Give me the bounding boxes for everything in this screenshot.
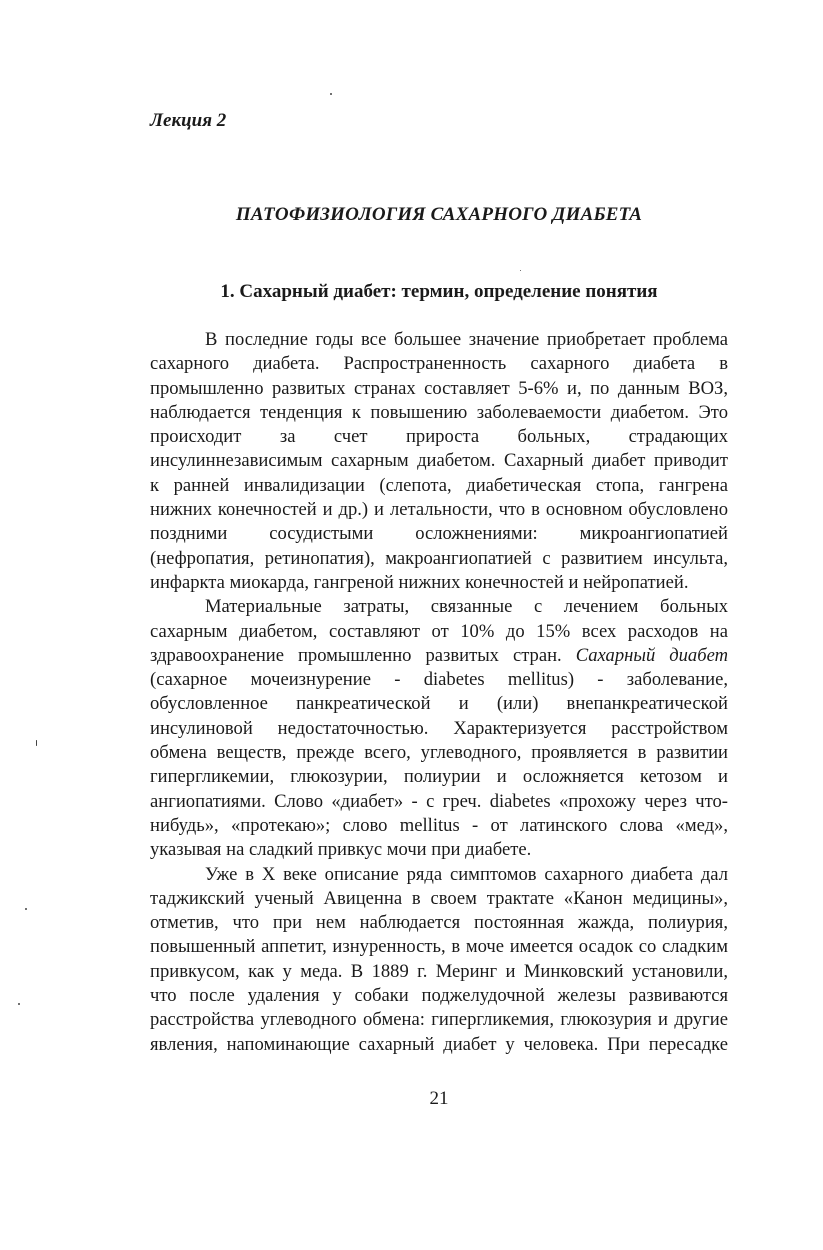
scan-speck xyxy=(520,270,521,271)
text-line: расстройства углеводного обмена: гипергликемия, глюкозурия и другие xyxy=(150,1009,728,1031)
text-line: к ранней инвалидизации (слепота, диабетическая стопа, гангрена xyxy=(150,474,728,496)
text-line: инфаркта миокарда, гангреной нижних конечностей и нейропатией. xyxy=(150,571,689,593)
text-line: сахарного диабета. Распространенность сахарного диабета в xyxy=(150,353,728,375)
text-line: Материальные затраты, связанные с лечением больных xyxy=(205,596,728,618)
scan-speck xyxy=(36,740,37,746)
text-line: Уже в X веке описание ряда симптомов сахарного диабета дал xyxy=(205,863,728,885)
text-line: отметив, что при нем наблюдается постоянная жажда, полиурия, xyxy=(150,912,728,934)
text-line: ангиопатиями. Слово «диабет» - с греч. diabetes «прохожу через что- xyxy=(150,790,728,812)
text-line: В последние годы все большее значение приобретает проблема xyxy=(205,329,728,350)
text-line: нижних конечностей и др.) и летальности, что в основном обусловлено xyxy=(150,499,728,521)
text-line: поздними сосудистыми осложнениями: микроангиопатией xyxy=(150,523,728,545)
text-line: нибудь», «протекаю»; слово mellitus - от латинского слова «мед», xyxy=(150,814,728,836)
text-line: обусловленное панкреатической и (или) внепанкреатической xyxy=(150,693,728,715)
text-line: что после удаления у собаки поджелудочной железы развиваются xyxy=(150,985,728,1007)
text-line xyxy=(150,644,728,668)
text-line: (сахарное мочеизнурение - diabetes mellitus) - заболевание, xyxy=(150,669,728,691)
text-line: сахарным диабетом, составляют от 10% до 15% всех расходов на xyxy=(150,620,728,642)
emphasized-term: Сахарный диабет xyxy=(575,644,729,666)
scan-speck xyxy=(18,1003,20,1005)
text-line: привкусом, как у меда. В 1889 г. Меринг и Минковский установили, xyxy=(150,960,728,982)
text-line: указывая на сладкий привкус мочи при диабете. xyxy=(150,839,532,861)
scan-speck xyxy=(25,908,27,910)
text-line: явления, напоминающие сахарный диабет у человека. При пересадке xyxy=(150,1033,728,1055)
text-segment: здравоохранение промышленно развитых стран. xyxy=(150,644,562,666)
text-line: наблюдается тенденция к повышению заболеваемости диабетом. Это xyxy=(150,401,728,423)
scan-speck xyxy=(330,93,332,95)
page-title: ПАТОФИЗИОЛОГИЯ САХАРНОГО ДИАБЕТА xyxy=(235,204,643,225)
text-line: промышленно развитых странах составляет 5-6% и, по данным ВОЗ, xyxy=(150,377,728,399)
section-heading: 1. Сахарный диабет: термин, определение понятия xyxy=(220,281,658,302)
text-line: происходит за счет прироста больных, страдающих xyxy=(150,426,728,448)
text-line: гипергликемии, глюкозурии, полиурии и осложняется кетозом и xyxy=(150,766,728,788)
body-text xyxy=(150,328,728,1057)
text-line: (нефропатия, ретинопатия), макроангиопатией с развитием инсульта, xyxy=(150,547,728,569)
text-line: инсулиновой недостаточностью. Характеризуется расстройством xyxy=(150,717,728,739)
page-number: 21 xyxy=(429,1088,449,1109)
text-line: инсулиннезависимым сахарным диабетом. Сахарный диабет приводит xyxy=(150,450,728,472)
text-line: таджикский ученый Авиценна в своем трактате «Канон медицины», xyxy=(150,887,728,909)
text-line: повышенный аппетит, изнуренность, в моче имеется осадок со сладким xyxy=(150,936,728,958)
text-line: обмена веществ, прежде всего, углеводного, проявляется в развитии xyxy=(150,742,728,764)
lecture-label: Лекция 2 xyxy=(150,110,227,131)
